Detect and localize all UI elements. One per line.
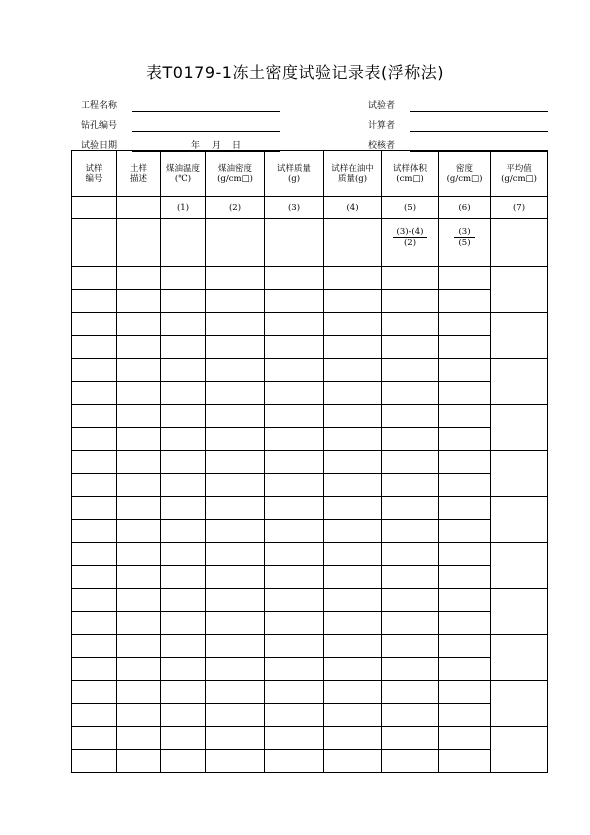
colnum-cell: (5): [382, 197, 439, 219]
table-row: [72, 520, 548, 543]
table-row: [72, 497, 548, 520]
table-cell[interactable]: [324, 336, 382, 359]
table-cell[interactable]: [439, 566, 491, 589]
borehole-field[interactable]: [132, 131, 280, 132]
table-row: [72, 267, 548, 290]
average-cell[interactable]: [491, 267, 548, 313]
table-cell[interactable]: [72, 290, 117, 313]
table-cell[interactable]: [439, 612, 491, 635]
table-cell[interactable]: [382, 727, 439, 750]
table-cell[interactable]: [382, 681, 439, 704]
average-cell[interactable]: [491, 219, 548, 267]
table-cell[interactable]: [324, 681, 382, 704]
table-cell[interactable]: [206, 474, 265, 497]
table-cell[interactable]: [206, 566, 265, 589]
table-cell[interactable]: [382, 336, 439, 359]
table-cell[interactable]: [161, 566, 206, 589]
table-cell[interactable]: [324, 474, 382, 497]
table-cell[interactable]: [72, 612, 117, 635]
table-cell[interactable]: [265, 219, 324, 267]
header-density: 密度 (g/cm□): [439, 151, 491, 197]
table-cell[interactable]: [324, 290, 382, 313]
table-cell[interactable]: [265, 313, 324, 336]
table-cell[interactable]: [324, 612, 382, 635]
tester-label: 试验者: [368, 101, 396, 111]
table-cell[interactable]: [382, 428, 439, 451]
table-cell[interactable]: [265, 382, 324, 405]
table-row: [72, 313, 548, 336]
table-row: [72, 635, 548, 658]
table-cell[interactable]: [382, 543, 439, 566]
table-cell[interactable]: [439, 704, 491, 727]
table-cell[interactable]: [117, 451, 161, 474]
header-soil-description: 土样 描述: [117, 151, 161, 197]
average-cell[interactable]: [491, 589, 548, 635]
calculator-field[interactable]: [410, 131, 548, 132]
date-year: 年: [191, 141, 201, 151]
table-cell[interactable]: [382, 313, 439, 336]
table-cell[interactable]: [72, 589, 117, 612]
table-cell[interactable]: [206, 382, 265, 405]
table-cell[interactable]: [439, 589, 491, 612]
average-cell[interactable]: [491, 451, 548, 497]
table-cell[interactable]: [117, 566, 161, 589]
table-row: [72, 566, 548, 589]
table-cell[interactable]: [382, 658, 439, 681]
header-sample-no: 试样 编号: [72, 151, 117, 197]
table-cell[interactable]: [265, 635, 324, 658]
table-cell[interactable]: [439, 474, 491, 497]
table-cell[interactable]: [117, 635, 161, 658]
table-cell[interactable]: [265, 267, 324, 290]
table-cell[interactable]: [206, 635, 265, 658]
table-cell[interactable]: [439, 635, 491, 658]
table-cell[interactable]: [382, 474, 439, 497]
table-cell[interactable]: [206, 219, 265, 267]
table-cell[interactable]: [117, 612, 161, 635]
table-cell[interactable]: [439, 451, 491, 474]
table-cell[interactable]: [265, 681, 324, 704]
colnum-cell: (7): [491, 197, 548, 219]
table-cell[interactable]: [439, 681, 491, 704]
table-cell[interactable]: [161, 727, 206, 750]
table-cell[interactable]: [439, 267, 491, 290]
table-cell[interactable]: [72, 451, 117, 474]
table-cell[interactable]: [439, 313, 491, 336]
table-cell[interactable]: [265, 543, 324, 566]
density-formula: $\frac{(3)}{(5)}$: [454, 227, 474, 248]
table-cell[interactable]: [117, 336, 161, 359]
page-title: 表T0179-1冻土密度试验记录表(浮称法): [146, 63, 444, 82]
header-mass-in-oil: 试样在油中 质量(g): [324, 151, 382, 197]
table-cell[interactable]: [206, 313, 265, 336]
table-cell[interactable]: [382, 635, 439, 658]
table-cell[interactable]: [382, 520, 439, 543]
checker-label: 校核者: [368, 141, 396, 151]
table-cell[interactable]: [265, 704, 324, 727]
table-cell[interactable]: [439, 405, 491, 428]
table-row: [72, 727, 548, 750]
table-row: [72, 428, 548, 451]
table-cell[interactable]: [265, 290, 324, 313]
table-cell[interactable]: [72, 219, 117, 267]
table-cell[interactable]: [265, 428, 324, 451]
average-cell[interactable]: [491, 635, 548, 681]
average-cell[interactable]: [491, 405, 548, 451]
table-cell[interactable]: [324, 750, 382, 773]
table-cell[interactable]: [382, 290, 439, 313]
table-cell[interactable]: [161, 612, 206, 635]
table-cell[interactable]: [206, 658, 265, 681]
table-cell[interactable]: [72, 405, 117, 428]
table-cell[interactable]: [117, 589, 161, 612]
table-cell[interactable]: [161, 267, 206, 290]
table-cell[interactable]: [117, 290, 161, 313]
table-cell[interactable]: [439, 428, 491, 451]
table-cell[interactable]: [206, 589, 265, 612]
record-table: [71, 150, 548, 773]
table-cell[interactable]: [117, 727, 161, 750]
table-cell[interactable]: [324, 219, 382, 267]
colnum-cell: [72, 197, 117, 219]
table-cell[interactable]: [161, 681, 206, 704]
table-cell[interactable]: [117, 428, 161, 451]
table-row: [72, 290, 548, 313]
header-sample-volume: 试样体积 (cm□): [382, 151, 439, 197]
table-row: [72, 681, 548, 704]
table-cell[interactable]: [161, 290, 206, 313]
table-cell[interactable]: [439, 658, 491, 681]
table-row: [72, 750, 548, 773]
header-average: 平均值 (g/cm□): [491, 151, 548, 197]
table-cell[interactable]: [161, 704, 206, 727]
date-month: 月: [212, 141, 222, 151]
average-cell[interactable]: [491, 727, 548, 773]
table-cell[interactable]: [206, 681, 265, 704]
table-row: [72, 612, 548, 635]
table-cell[interactable]: [117, 750, 161, 773]
table-cell[interactable]: [161, 543, 206, 566]
table-cell[interactable]: [117, 497, 161, 520]
header-sample-mass: 试样质量 (g): [265, 151, 324, 197]
borehole-label: 钻孔编号: [81, 121, 118, 131]
table-cell[interactable]: [206, 267, 265, 290]
average-cell[interactable]: [491, 359, 548, 405]
colnum-cell: (4): [324, 197, 382, 219]
table-cell[interactable]: [439, 750, 491, 773]
table-cell[interactable]: [265, 520, 324, 543]
table-cell[interactable]: [72, 566, 117, 589]
table-cell[interactable]: [324, 382, 382, 405]
table-row: [72, 336, 548, 359]
table-cell[interactable]: [161, 405, 206, 428]
table-row: [72, 451, 548, 474]
table-cell[interactable]: [117, 704, 161, 727]
table-cell[interactable]: [117, 359, 161, 382]
table-row: [72, 589, 548, 612]
table-cell[interactable]: [161, 520, 206, 543]
table-cell[interactable]: [161, 750, 206, 773]
table-cell[interactable]: [382, 566, 439, 589]
volume-formula-cell: [382, 219, 439, 267]
table-cell[interactable]: [117, 267, 161, 290]
header-kerosene-density: 煤油密度 (g/cm□): [206, 151, 265, 197]
table-cell[interactable]: [324, 267, 382, 290]
table-cell[interactable]: [206, 750, 265, 773]
table-cell[interactable]: [161, 428, 206, 451]
table-cell[interactable]: [439, 543, 491, 566]
table-cell[interactable]: [161, 359, 206, 382]
table-cell[interactable]: [161, 382, 206, 405]
table-cell[interactable]: [206, 543, 265, 566]
table-row: [72, 405, 548, 428]
table-cell[interactable]: [161, 313, 206, 336]
table-cell[interactable]: [439, 727, 491, 750]
table-row: [72, 543, 548, 566]
table-cell[interactable]: [117, 681, 161, 704]
colnum-cell: [117, 197, 161, 219]
colnum-cell: (2): [206, 197, 265, 219]
table-cell[interactable]: [439, 382, 491, 405]
table-cell[interactable]: [324, 658, 382, 681]
colnum-cell: (6): [439, 197, 491, 219]
table-cell[interactable]: [117, 520, 161, 543]
table-row: [72, 704, 548, 727]
table-cell[interactable]: [117, 405, 161, 428]
table-cell[interactable]: [265, 566, 324, 589]
table-cell[interactable]: [265, 589, 324, 612]
table-cell[interactable]: [265, 405, 324, 428]
table-cell[interactable]: [265, 750, 324, 773]
volume-formula: $\frac{(3)-(4)}{(2)}$: [393, 227, 428, 248]
tester-field[interactable]: [410, 111, 548, 112]
table-cell[interactable]: [382, 382, 439, 405]
table-cell[interactable]: [161, 589, 206, 612]
average-cell[interactable]: [491, 543, 548, 589]
table-cell[interactable]: [265, 497, 324, 520]
table-cell[interactable]: [324, 428, 382, 451]
colnum-cell: (1): [161, 197, 206, 219]
table-cell[interactable]: [72, 336, 117, 359]
table-cell[interactable]: [161, 635, 206, 658]
column-number-row: [72, 197, 548, 219]
table-cell[interactable]: [206, 405, 265, 428]
average-cell[interactable]: [491, 313, 548, 359]
table-cell[interactable]: [117, 219, 161, 267]
table-cell[interactable]: [72, 313, 117, 336]
table-cell[interactable]: [117, 543, 161, 566]
table-row: [72, 658, 548, 681]
table-cell[interactable]: [72, 359, 117, 382]
table-cell[interactable]: [382, 589, 439, 612]
table-cell[interactable]: [72, 658, 117, 681]
table-cell[interactable]: [206, 451, 265, 474]
table-cell[interactable]: [72, 267, 117, 290]
table-cell[interactable]: [382, 750, 439, 773]
table-cell[interactable]: [265, 658, 324, 681]
table-cell[interactable]: [72, 727, 117, 750]
table-cell[interactable]: [324, 727, 382, 750]
table-cell[interactable]: [206, 520, 265, 543]
table-cell[interactable]: [161, 497, 206, 520]
density-formula-cell: [439, 219, 491, 267]
table-cell[interactable]: [206, 290, 265, 313]
table-cell[interactable]: [324, 405, 382, 428]
table-cell[interactable]: [161, 336, 206, 359]
table-cell[interactable]: [324, 589, 382, 612]
average-cell[interactable]: [491, 681, 548, 727]
table-cell[interactable]: [117, 313, 161, 336]
table-cell[interactable]: [72, 750, 117, 773]
calculator-label: 计算者: [368, 121, 396, 131]
project-name-field[interactable]: [132, 111, 280, 112]
table-cell[interactable]: [439, 520, 491, 543]
table-cell[interactable]: [72, 681, 117, 704]
table-cell[interactable]: [265, 451, 324, 474]
table-cell[interactable]: [206, 612, 265, 635]
formula-row: [72, 219, 548, 267]
project-name-label: 工程名称: [81, 101, 118, 111]
table-cell[interactable]: [206, 497, 265, 520]
date-day: 日: [232, 141, 242, 151]
table-cell[interactable]: [206, 336, 265, 359]
table-cell[interactable]: [324, 451, 382, 474]
table-cell[interactable]: [324, 313, 382, 336]
table-cell[interactable]: [72, 704, 117, 727]
table-cell[interactable]: [265, 359, 324, 382]
table-cell[interactable]: [324, 520, 382, 543]
table-cell[interactable]: [382, 451, 439, 474]
date-label: 试验日期: [81, 141, 118, 151]
table-cell[interactable]: [206, 704, 265, 727]
table-cell[interactable]: [117, 474, 161, 497]
table-cell[interactable]: [382, 359, 439, 382]
header-row: [72, 151, 548, 197]
table-row: [72, 382, 548, 405]
table-cell[interactable]: [324, 704, 382, 727]
table-cell[interactable]: [117, 382, 161, 405]
table-cell[interactable]: [265, 336, 324, 359]
table-cell[interactable]: [206, 727, 265, 750]
table-cell[interactable]: [72, 474, 117, 497]
table-cell[interactable]: [265, 612, 324, 635]
table-cell[interactable]: [382, 405, 439, 428]
table-cell[interactable]: [439, 497, 491, 520]
table-cell[interactable]: [161, 219, 206, 267]
colnum-cell: (3): [265, 197, 324, 219]
table-cell[interactable]: [439, 290, 491, 313]
table-cell[interactable]: [382, 612, 439, 635]
table-cell[interactable]: [324, 543, 382, 566]
table-cell[interactable]: [72, 543, 117, 566]
table-cell[interactable]: [72, 382, 117, 405]
table-cell[interactable]: [265, 727, 324, 750]
table-cell[interactable]: [324, 359, 382, 382]
table-cell[interactable]: [117, 658, 161, 681]
table-cell[interactable]: [382, 497, 439, 520]
table-row: [72, 474, 548, 497]
table-cell[interactable]: [265, 474, 324, 497]
table-cell[interactable]: [439, 359, 491, 382]
table-cell[interactable]: [382, 267, 439, 290]
table-cell[interactable]: [72, 520, 117, 543]
table-cell[interactable]: [161, 658, 206, 681]
table-cell[interactable]: [439, 336, 491, 359]
table-cell[interactable]: [161, 451, 206, 474]
table-cell[interactable]: [72, 635, 117, 658]
table-cell[interactable]: [72, 497, 117, 520]
table-cell[interactable]: [206, 359, 265, 382]
table-row: [72, 359, 548, 382]
table-cell[interactable]: [324, 635, 382, 658]
table-cell[interactable]: [161, 474, 206, 497]
header-kerosene-temperature: 煤油温度 (℃): [161, 151, 206, 197]
table-cell[interactable]: [72, 428, 117, 451]
table-cell[interactable]: [324, 566, 382, 589]
table-cell[interactable]: [382, 704, 439, 727]
table-cell[interactable]: [206, 428, 265, 451]
table-cell[interactable]: [324, 497, 382, 520]
average-cell[interactable]: [491, 497, 548, 543]
